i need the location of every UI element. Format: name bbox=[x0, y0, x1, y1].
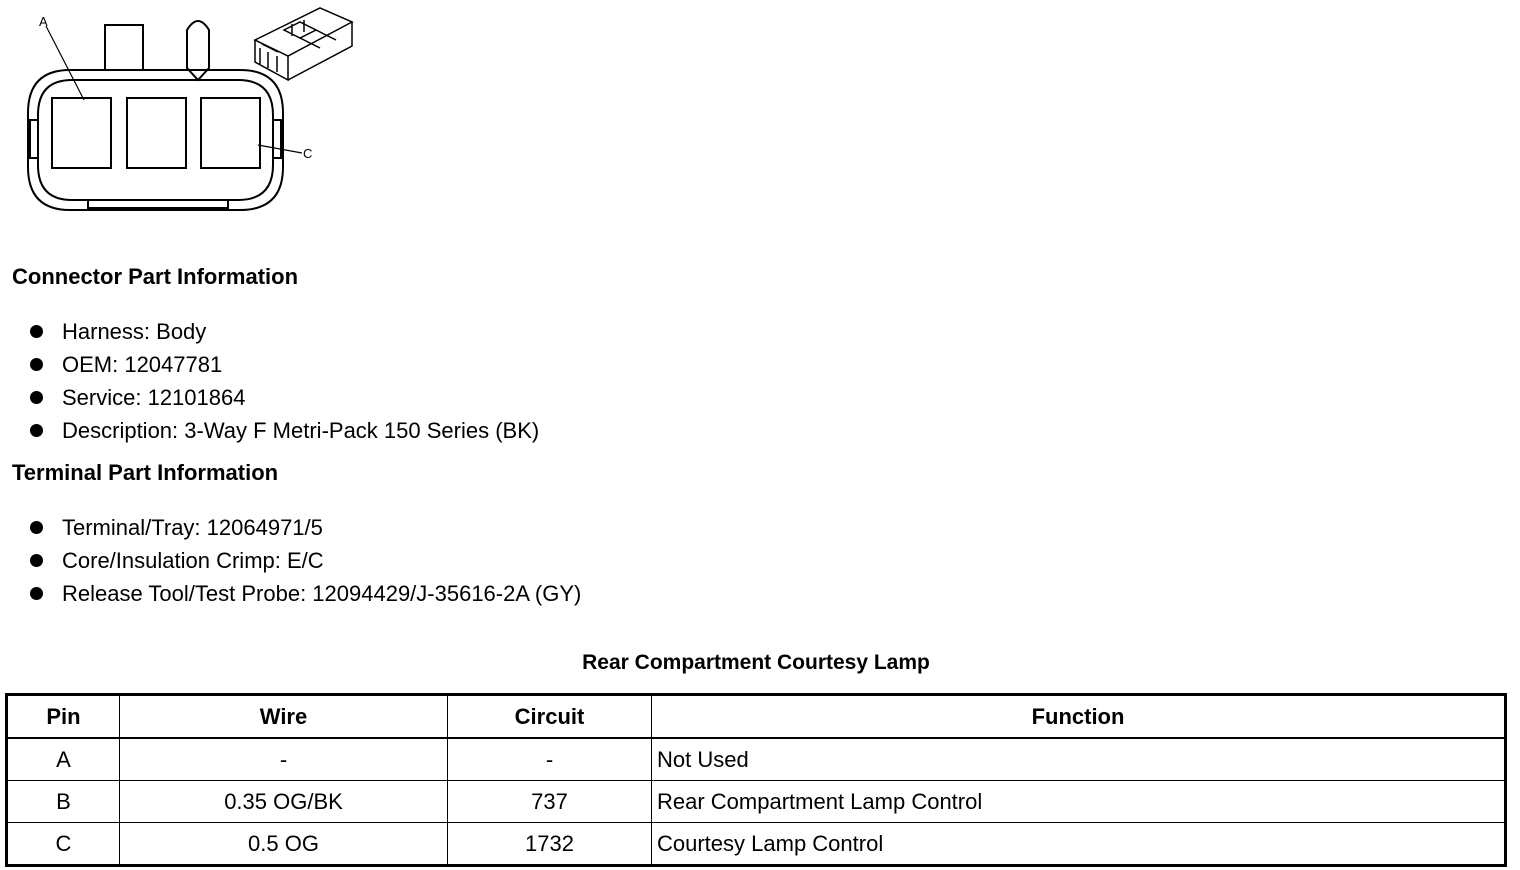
connector-housing bbox=[28, 70, 283, 210]
cell-wire: 0.35 OG/BK bbox=[120, 781, 448, 823]
table-header-row bbox=[7, 695, 1506, 739]
cavity-a bbox=[52, 98, 111, 168]
cavity-b bbox=[127, 98, 186, 168]
table-title: Rear Compartment Courtesy Lamp bbox=[582, 651, 930, 674]
table-row bbox=[7, 781, 1506, 823]
table-row bbox=[7, 738, 1506, 781]
list-item: Harness: Body bbox=[30, 315, 539, 348]
cell-circuit: - bbox=[448, 738, 652, 781]
bullet-icon bbox=[30, 554, 43, 567]
bullet-icon bbox=[30, 391, 43, 404]
cell-function: Courtesy Lamp Control bbox=[652, 823, 1506, 866]
pin-label-a: A bbox=[39, 14, 48, 29]
cell-function: Rear Compartment Lamp Control bbox=[652, 781, 1506, 823]
connector-part-list bbox=[30, 315, 539, 447]
list-item: OEM: 12047781 bbox=[30, 348, 539, 381]
list-item: Description: 3-Way F Metri-Pack 150 Series (BK) bbox=[30, 414, 539, 447]
connector-part-heading: Connector Part Information bbox=[12, 264, 299, 289]
bullet-icon bbox=[30, 587, 43, 600]
connector-isometric-view bbox=[255, 8, 352, 80]
cell-pin: B bbox=[7, 781, 120, 823]
cell-circuit: 737 bbox=[448, 781, 652, 823]
polarizing-key bbox=[187, 21, 209, 80]
cell-pin: A bbox=[7, 738, 120, 781]
list-item: Release Tool/Test Probe: 12094429/J-35616-2A (GY) bbox=[30, 577, 581, 610]
cell-circuit: 1732 bbox=[448, 823, 652, 866]
cell-wire: - bbox=[120, 738, 448, 781]
terminal-part-heading: Terminal Part Information bbox=[12, 460, 279, 485]
pin-label-c: C bbox=[303, 146, 313, 161]
cell-pin: C bbox=[7, 823, 120, 866]
terminal-part-list bbox=[30, 511, 581, 610]
bullet-icon bbox=[30, 521, 43, 534]
cell-function: Not Used bbox=[652, 738, 1506, 781]
cell-wire: 0.5 OG bbox=[120, 823, 448, 866]
table-row bbox=[7, 823, 1506, 866]
bullet-icon bbox=[30, 358, 43, 371]
cavity-c bbox=[201, 98, 260, 168]
column-header-function: Function bbox=[652, 695, 1506, 739]
locking-tab bbox=[105, 25, 143, 70]
pinout-table bbox=[5, 693, 1507, 867]
column-header-wire: Wire bbox=[120, 695, 448, 739]
bullet-icon bbox=[30, 325, 43, 338]
list-item: Core/Insulation Crimp: E/C bbox=[30, 544, 581, 577]
column-header-circuit: Circuit bbox=[448, 695, 652, 739]
connector-diagram bbox=[0, 0, 380, 230]
bullet-icon bbox=[30, 424, 43, 437]
column-header-pin: Pin bbox=[7, 695, 120, 739]
list-item: Terminal/Tray: 12064971/5 bbox=[30, 511, 581, 544]
list-item: Service: 12101864 bbox=[30, 381, 539, 414]
